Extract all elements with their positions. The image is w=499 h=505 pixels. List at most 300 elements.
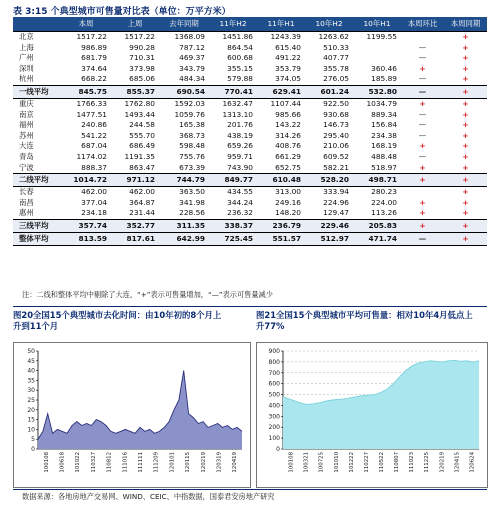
increase-mark: + [462,86,469,96]
yoy-change-cell [444,64,487,75]
increase-mark: + [462,233,469,243]
value-cell: 1014.72 [61,174,111,187]
yoy-change-cell [444,85,487,98]
value-cell: 240.86 [81,120,107,130]
y-tick-label: 30 [27,387,35,395]
chart-right-title-line1: 图21全国15个典型城市平均可售量：相对10年4月低点上 [256,310,473,320]
data-source: 数据来源：各地房地产交易网、WIND、CEIC、中指数据，国泰君安房地产研究 [22,492,275,501]
x-tick-label: 100321 [303,452,310,473]
value-cell: 498.71 [353,174,401,187]
table-row [13,110,487,121]
value-cell: 1762.80 [111,98,159,109]
y-tick-label: 200 [268,424,280,432]
value-cell: 510.33 [323,42,349,52]
value-cell: 343.79 [179,63,205,73]
city-cell: 上海 [19,42,34,52]
value-cell: 555.70 [129,130,155,140]
header-cell: 本周同期 [444,17,487,32]
series-area [283,360,479,449]
yoy-change-cell [444,163,487,174]
value-cell: 849.77 [209,174,257,187]
x-tick-label: 111225 [424,452,431,473]
value-cell: 360.46 [371,63,397,73]
city-cell: 苏州 [19,130,34,140]
value-cell: 295.40 [323,130,349,140]
x-tick-label: 120115 [185,452,192,473]
value-cell: 1493.44 [124,109,155,119]
increase-mark: + [462,63,469,73]
value-cell: 168.19 [371,141,397,151]
value-cell: 462.00 [111,187,159,198]
value-cell: 374.64 [81,63,107,73]
increase-mark: + [462,32,469,41]
increase-mark: + [462,74,469,84]
table-header-row [13,17,487,32]
chart-left-title [13,310,249,332]
week-change-cell [401,32,444,43]
city-cell: 长春 [13,187,61,198]
yoy-change-cell [444,187,487,198]
section-divider [13,306,487,307]
table-row [13,98,487,109]
table-summary-row [13,219,487,232]
value-cell: 725.45 [209,232,257,245]
value-cell: 377.04 [81,197,107,207]
y-tick-label: 300 [268,413,280,421]
city-cell: 北京 [13,32,61,43]
value-cell: 484.34 [179,74,205,84]
city-cell: 杭州 [19,74,34,84]
value-cell: 610.48 [257,174,305,187]
value-cell: 755.76 [179,151,205,161]
value-cell: 249.16 [275,197,301,207]
increase-mark: + [462,109,469,119]
city-cell: 南昌 [19,197,34,207]
table-summary-row [13,85,487,98]
value-cell: 353.79 [275,63,301,73]
week-change-cell [401,174,444,187]
y-tick-label: 400 [268,402,280,410]
week-change-cell [401,64,444,75]
header-cell: 去年同期 [159,17,209,32]
table-row [13,53,487,64]
increase-mark: + [419,63,426,73]
week-change-cell [401,198,444,209]
x-tick-label: 120415 [454,452,461,473]
table-row [13,64,487,75]
x-tick-label: 120319 [216,452,223,473]
value-cell: 681.79 [81,53,107,63]
table-row [13,120,487,131]
week-change-cell [401,85,444,98]
value-cell: 201.76 [227,120,253,130]
increase-mark: + [419,208,426,218]
value-cell: 1263.62 [305,32,353,43]
x-tick-label: 120419 [232,452,239,473]
value-cell: 687.04 [81,141,107,151]
value-cell: 889.34 [371,109,397,119]
value-cell: 813.59 [61,232,111,245]
decrease-mark: — [418,151,427,161]
value-cell: 438.19 [227,130,253,140]
decrease-mark: — [418,109,427,119]
x-tick-label: 120219 [200,452,207,473]
city-cell: 深圳 [19,63,34,73]
value-cell: 845.75 [61,85,111,98]
x-tick-label: 110807 [394,452,401,473]
header-cell: 11年H2 [209,17,257,32]
yoy-change-cell [444,152,487,163]
value-cell: 313.00 [257,187,305,198]
city-cell: 一线平均 [13,85,61,98]
value-cell: 1243.39 [257,32,305,43]
value-cell: 129.47 [323,208,349,218]
y-tick-label: 50 [27,348,35,355]
value-cell: 1199.55 [353,32,401,43]
increase-mark: + [419,174,426,184]
table-row [13,152,487,163]
value-cell: 551.57 [257,232,305,245]
x-tick-label: 110522 [379,452,385,473]
yoy-change-cell [444,141,487,152]
value-cell: 541.22 [81,130,107,140]
increase-mark: + [419,98,426,108]
x-tick-label: 100725 [318,452,325,473]
value-cell: 817.61 [111,232,159,245]
y-tick-label: 35 [27,377,35,385]
value-cell: 462.00 [61,187,111,198]
table-note: 注：二线和整体平均中剔除了大连，“+”表示可售量增加，“—”表示可售量减少 [22,290,273,299]
value-cell: 922.50 [305,98,353,109]
y-tick-label: 15 [27,416,35,424]
value-cell: 491.22 [275,53,301,63]
increase-mark: + [462,151,469,161]
value-cell: 1313.10 [222,109,253,119]
value-cell: 1034.79 [353,98,401,109]
week-change-cell [401,53,444,64]
value-cell: 1107.44 [257,98,305,109]
value-cell: 471.74 [353,232,401,245]
value-cell: 352.77 [111,219,159,232]
chart-left-svg [14,343,250,487]
value-cell: 236.79 [257,219,305,232]
x-tick-label: 110227 [363,452,370,473]
table-summary-row [13,174,487,187]
value-cell: 148.20 [275,208,301,218]
value-cell: 1477.51 [76,109,107,119]
table-title: 表 3:15 个典型城市可售量对比表（单位：万平方米） [13,7,231,17]
x-tick-label: 111023 [409,452,416,473]
value-cell: 652.75 [275,162,301,172]
value-cell: 673.39 [179,162,205,172]
increase-mark: + [419,141,426,151]
increase-mark: + [462,53,469,63]
value-cell: 985.66 [275,109,301,119]
value-cell: 469.37 [179,53,205,63]
value-cell: 971.12 [111,174,159,187]
y-tick-label: 0 [31,446,35,453]
value-cell: 744.79 [159,174,209,187]
value-cell: 787.12 [179,42,205,52]
value-cell: 434.55 [209,187,257,198]
value-cell: 661.29 [275,151,301,161]
value-cell: 488.48 [371,151,397,161]
x-tick-label: 111016 [122,452,129,473]
decrease-mark: — [418,42,427,52]
value-cell: 338.37 [209,219,257,232]
week-change-cell [401,152,444,163]
x-tick-label: 100108 [288,452,295,473]
week-change-cell [401,120,444,131]
week-change-cell [401,232,444,245]
y-tick-label: 100 [268,435,280,443]
yoy-change-cell [444,74,487,85]
value-cell: 374.05 [275,74,301,84]
header-cell: 本周环比 [401,17,444,32]
value-cell: 690.54 [159,85,209,98]
value-cell: 686.49 [129,141,155,151]
x-tick-label: 110812 [106,452,113,473]
y-tick-label: 800 [268,358,280,366]
city-cell: 整体平均 [13,232,61,245]
yoy-change-cell [444,98,487,109]
value-cell: 341.98 [179,197,205,207]
value-cell: 224.96 [323,197,349,207]
value-cell: 864.54 [227,42,253,52]
table-row [13,43,487,54]
header-cell [13,17,61,32]
x-tick-label: 100618 [59,452,66,473]
value-cell: 1632.47 [209,98,257,109]
value-cell: 579.88 [227,74,253,84]
city-cell: 广州 [19,53,34,63]
week-change-cell [401,98,444,109]
value-cell: 156.84 [371,120,397,130]
week-change-cell [401,208,444,219]
decrease-mark: — [418,120,427,130]
city-cell: 三线平均 [13,219,61,232]
value-cell [353,53,401,64]
chart-right-title-line2: 升77% [256,321,285,331]
week-change-cell [401,187,444,198]
y-tick-label: 25 [27,397,35,404]
value-cell: 930.68 [323,109,349,119]
value-cell: 1174.02 [76,151,107,161]
value-cell: 863.47 [129,162,155,172]
value-cell: 408.76 [275,141,301,151]
week-change-cell [401,219,444,232]
value-cell: 357.74 [61,219,111,232]
value-cell: 355.15 [227,63,253,73]
chart-left [13,342,251,488]
value-cell: 532.80 [353,85,401,98]
value-cell: 659.26 [227,141,253,151]
y-tick-label: 600 [268,380,280,388]
increase-mark: + [462,208,469,218]
value-cell: 314.26 [275,130,301,140]
value-cell: 855.37 [111,85,159,98]
table-row [13,74,487,85]
table-row [13,163,487,174]
value-cell: 280.23 [353,187,401,198]
header-cell: 11年H1 [257,17,305,32]
increase-mark: + [419,197,426,207]
city-cell: 重庆 [13,98,61,109]
decrease-mark: — [418,233,427,243]
yoy-change-cell [444,208,487,219]
header-cell: 本周 [61,17,111,32]
increase-mark: + [462,197,469,207]
value-cell [353,43,401,54]
value-cell: 528.20 [305,174,353,187]
increase-mark: + [462,220,469,230]
x-tick-label: 111209 [153,452,160,473]
yoy-change-cell [444,232,487,245]
week-change-cell [401,163,444,174]
header-cell: 10年H2 [305,17,353,32]
value-cell: 1059.76 [174,109,205,119]
value-cell: 1766.33 [61,98,111,109]
week-change-cell [401,74,444,85]
city-cell: 大连 [19,141,34,151]
yoy-change-cell [444,110,487,121]
value-cell: 642.99 [159,232,209,245]
value-cell: 364.87 [129,197,155,207]
value-cell: 407.77 [323,53,349,63]
value-cell: 363.50 [159,187,209,198]
increase-mark: + [419,162,426,172]
increase-mark: + [462,187,469,197]
yoy-change-cell [444,53,487,64]
value-cell: 518.97 [371,162,397,172]
city-cell: 二线平均 [13,174,61,187]
increase-mark: + [462,130,469,140]
value-cell: 344.24 [227,197,253,207]
value-cell: 143.22 [275,120,301,130]
source-divider [13,489,487,490]
value-cell: 210.06 [323,141,349,151]
increase-mark: + [419,220,426,230]
value-cell: 615.40 [275,42,301,52]
value-cell: 743.90 [227,162,253,172]
value-cell: 888.37 [81,162,107,172]
chart-right-svg [257,343,487,487]
x-tick-label: 120624 [469,452,476,473]
city-cell: 福州 [19,120,34,130]
y-tick-label: 5 [31,436,35,444]
x-tick-label: 120219 [439,452,446,473]
value-cell: 333.94 [305,187,353,198]
header-cell: 上周 [111,17,159,32]
value-cell: 276.05 [323,74,349,84]
value-cell: 368.73 [179,130,205,140]
increase-mark: + [462,174,469,184]
week-change-cell [401,141,444,152]
value-cell: 1517.22 [61,32,111,43]
value-cell: 668.22 [81,74,107,84]
increase-mark: + [462,98,469,108]
increase-mark: + [462,120,469,130]
chart-left-title-line1: 图20全国15个典型城市去化时间：由10年初的8个月上 [13,310,222,320]
x-tick-label: 101022 [75,452,82,473]
chart-right [256,342,488,488]
value-cell: 373.98 [129,63,155,73]
value-cell: 986.89 [81,42,107,52]
yoy-change-cell [444,32,487,43]
value-cell: 146.73 [323,120,349,130]
value-cell: 228.56 [179,208,205,218]
value-cell: 601.24 [305,85,353,98]
table-row [13,131,487,142]
value-cell: 770.41 [209,85,257,98]
x-tick-label: 110327 [90,452,97,473]
decrease-mark: — [418,74,427,84]
value-cell: 600.68 [227,53,253,63]
value-cell: 113.26 [371,208,397,218]
chart-right-title [256,310,492,332]
increase-mark: + [462,141,469,151]
table-row [13,141,487,152]
value-cell: 311.35 [159,219,209,232]
y-tick-label: 700 [268,369,280,377]
y-tick-label: 40 [27,367,35,375]
value-cell: 1368.09 [159,32,209,43]
value-cell: 234.38 [371,130,397,140]
header-cell: 10年H1 [353,17,401,32]
yoy-change-cell [444,219,487,232]
value-cell: 710.31 [129,53,155,63]
value-cell: 609.52 [323,151,349,161]
value-cell: 512.97 [305,232,353,245]
week-change-cell [401,131,444,142]
table-row [13,208,487,219]
value-cell: 629.41 [257,85,305,98]
table-row [13,32,487,43]
value-cell: 185.89 [371,74,397,84]
yoy-change-cell [444,120,487,131]
y-tick-label: 45 [27,357,35,365]
x-tick-label: 101010 [333,452,340,473]
decrease-mark: — [418,130,427,140]
value-cell: 236.32 [227,208,253,218]
value-cell: 205.83 [353,219,401,232]
increase-mark: + [462,42,469,52]
y-tick-label: 900 [268,348,280,355]
value-cell: 685.06 [129,74,155,84]
value-cell: 959.71 [227,151,253,161]
week-change-cell [401,43,444,54]
table-row [13,198,487,209]
x-tick-label: 111111 [138,452,144,473]
value-cell: 1592.03 [159,98,209,109]
x-tick-label: 100108 [43,452,50,473]
value-cell: 990.28 [129,42,155,52]
value-cell: 1517.22 [111,32,159,43]
y-tick-label: 500 [268,391,280,399]
value-cell: 582.21 [323,162,349,172]
table-summary-row [13,232,487,245]
value-cell: 231.44 [129,208,155,218]
decrease-mark: — [418,53,427,63]
city-cell: 惠州 [19,208,34,218]
yoy-change-cell [444,174,487,187]
chart-left-title-line2: 升到11个月 [13,321,59,331]
value-cell: 1191.35 [124,151,155,161]
value-cell: 224.00 [371,197,397,207]
week-change-cell [401,110,444,121]
series-area [38,371,242,449]
value-cell: 244.58 [129,120,155,130]
